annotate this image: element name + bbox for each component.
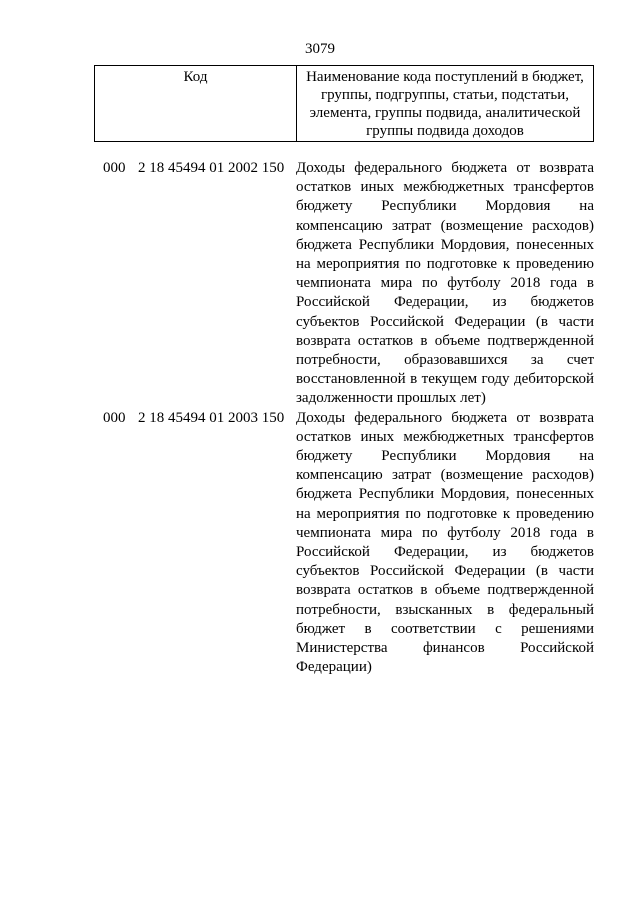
page-number: 3079 [305, 41, 335, 57]
row-admin-code: 000 [103, 409, 126, 426]
header-name-column: Наименование кода поступлений в бюджет, группы, подгруппы, статьи, подстатьи, элемента, группы подвида, аналитической группы подвида доходов [306, 69, 584, 139]
row-admin-code: 000 [103, 160, 126, 176]
row-description: Доходы федерального бюджета от возврата остатков иных межбюджетных трансфертов бюджету Республики Мордовия на компенсацию затрат (возмещение расходов) бюджета Республики Мордовия, понесенных на мероприятия по подготовке к проведению чемпионата мира по футболу 2018 года в Российской Федерации, из бюджетов субъектов Российской Федерации (в части возврата остатков в объеме подтвержденной потребности, образовавшихся за счет восстановленной в текущем году дебиторской задолженности прошлых лет) [296, 160, 594, 407]
table-row [94, 159, 594, 409]
row-revenue-code: 2 18 45494 01 2002 150 [138, 160, 285, 176]
row-description: Доходы федерального бюджета от возврата остатков иных межбюджетных трансфертов бюджету Республики Мордовия на компенсацию затрат (возмещение расходов) бюджета Республики Мордовия, понесенных на мероприятия по подготовке к проведению чемпионата мира по футболу 2018 года в Российской Федерации, из бюджетов субъектов Российской Федерации (в части возврата остатков в объеме подтвержденной потребности, взысканных в федеральный бюджет в соответствии с решениями Министерства финансов Российской Федерации) [296, 409, 594, 676]
header-code-column: Код [95, 66, 297, 141]
table-body [94, 159, 594, 677]
table-row [94, 409, 594, 678]
table-header [94, 65, 594, 142]
row-revenue-code: 2 18 45494 01 2003 150 [138, 409, 285, 426]
